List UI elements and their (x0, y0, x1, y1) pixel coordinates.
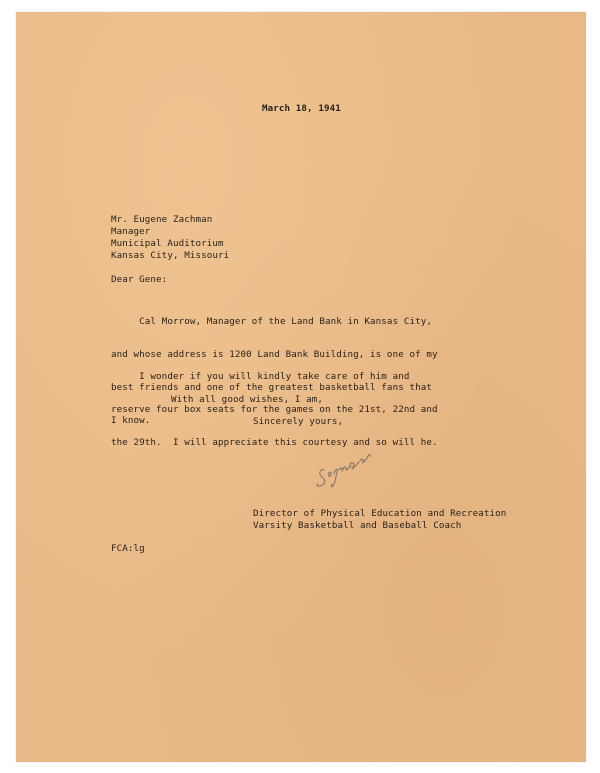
paragraph-2-line: the 29th. I will appreciate this courtesy and so will he. (111, 437, 438, 448)
recipient-name: Mr. Eugene Zachman (111, 214, 213, 225)
letter-date: March 18, 1941 (262, 103, 341, 114)
paragraph-1-line: and whose address is 1200 Land Bank Building, is one of my (111, 349, 438, 360)
closing: Sincerely yours, (253, 416, 344, 427)
recipient-title: Manager (111, 226, 151, 237)
recipient-city: Kansas City, Missouri (111, 250, 230, 261)
paragraph-1-line: Cal Morrow, Manager of the Land Bank in Kansas City, (111, 316, 432, 327)
sender-title-2: Varsity Basketball and Baseball Coach (253, 520, 462, 531)
closing-line: With all good wishes, I am, (171, 394, 324, 405)
paragraph-1-line: I know. (111, 415, 151, 426)
paragraph-2-line: reserve four box seats for the games on the 21st, 22nd and (111, 404, 438, 415)
signed-handwriting (312, 444, 382, 488)
recipient-organization: Municipal Auditorium (111, 238, 224, 249)
reference-initials: FCA:lg (111, 543, 145, 554)
sender-title-1: Director of Physical Education and Recreation (253, 508, 507, 519)
paragraph-1-line: best friends and one of the greatest basketball fans that (111, 382, 432, 393)
paragraph-2-line: I wonder if you will kindly take care of him and (111, 371, 410, 382)
salutation: Dear Gene: (111, 274, 168, 285)
